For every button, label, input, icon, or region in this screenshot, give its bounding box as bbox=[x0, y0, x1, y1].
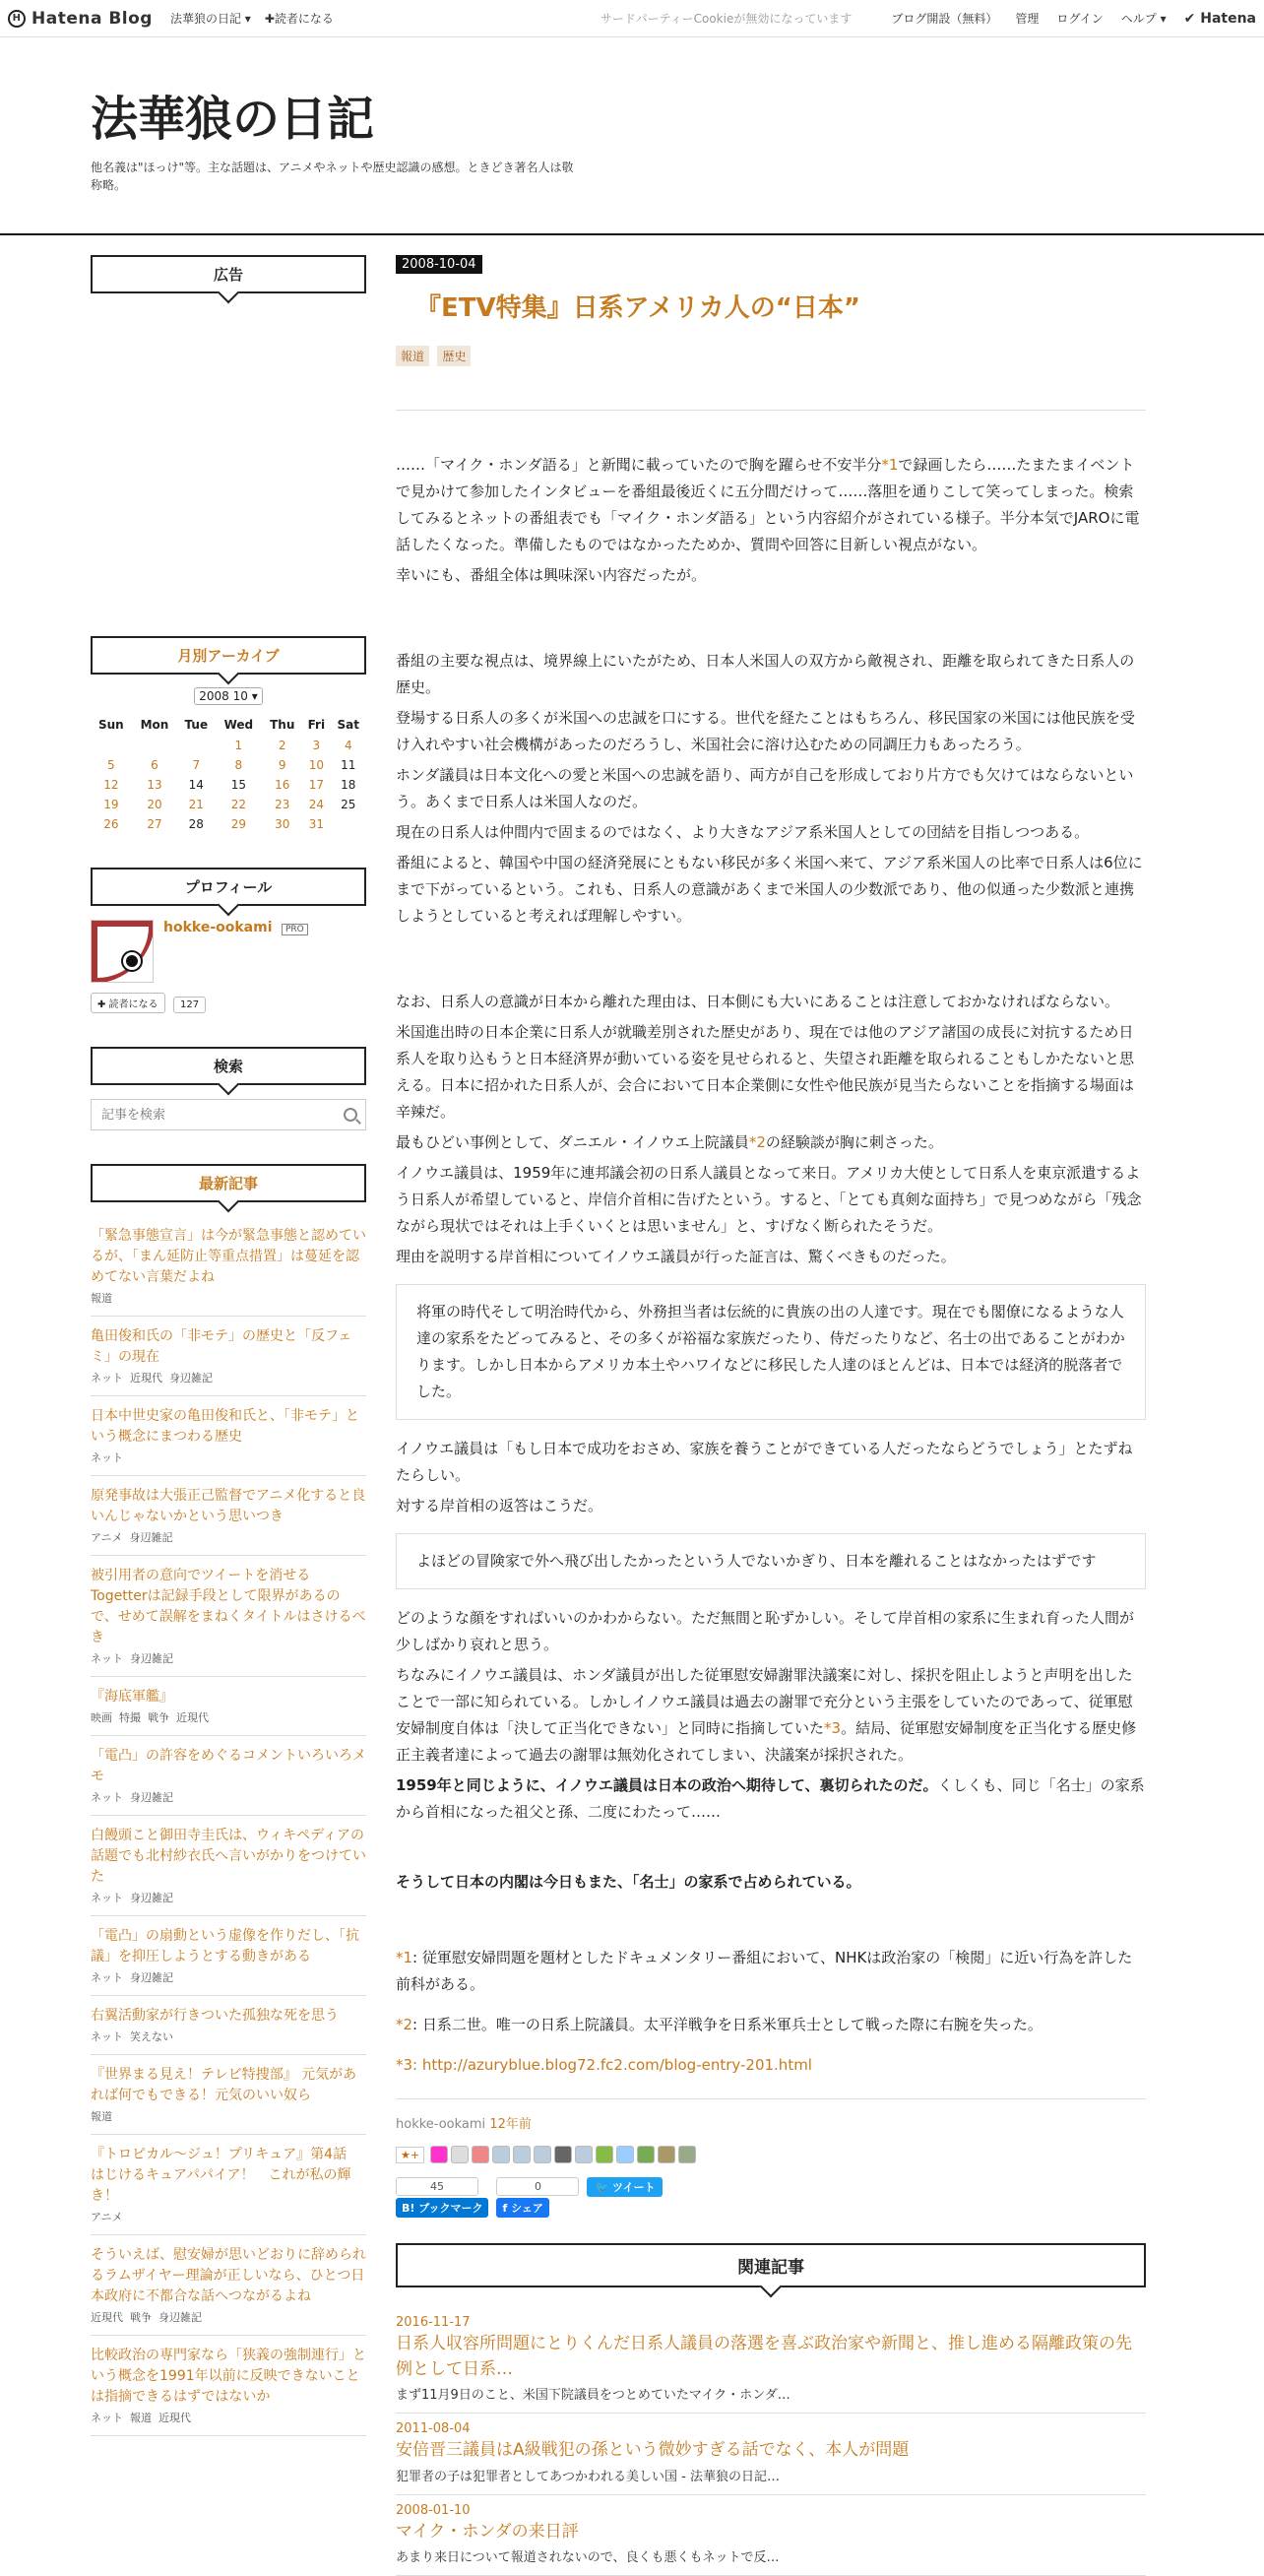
hatena-mark-icon: ✔ bbox=[1184, 11, 1196, 27]
search-title: 検索 bbox=[91, 1047, 366, 1085]
calendar-day: 18 bbox=[331, 775, 366, 795]
paragraph: 幸いにも、番組全体は興味深い内容だったが。 bbox=[396, 562, 1146, 589]
recent-entry-category[interactable]: 報道 bbox=[91, 1292, 112, 1305]
recent-entry bbox=[91, 1677, 366, 1736]
recent-entry-category[interactable]: 近現代 bbox=[130, 1372, 162, 1385]
paragraph: なお、日系人の意識が日本から離れた理由は、日本側にも大いにあることは注意しておかなければならない。 bbox=[396, 989, 1146, 1015]
star-user-icon[interactable] bbox=[472, 2146, 489, 2163]
star-user-icon[interactable] bbox=[596, 2146, 613, 2163]
recent-title: 最新記事 bbox=[91, 1164, 366, 1202]
calendar-day[interactable]: 31 bbox=[302, 814, 330, 834]
calendar-day[interactable]: 10 bbox=[302, 755, 330, 775]
recent-entry-category[interactable]: アニメ bbox=[91, 1531, 122, 1544]
recent-entry-category[interactable]: ネット bbox=[91, 1451, 123, 1464]
blog-title[interactable]: 法華狼の日記 bbox=[91, 81, 1173, 149]
calendar-weekday: Sun bbox=[91, 714, 132, 736]
calendar-day[interactable]: 7 bbox=[177, 755, 215, 775]
paragraph: 最もひどい事例として、ダニエル・イノウエ上院議員*2の経験談が胸に刺さった。 bbox=[396, 1129, 1146, 1156]
recent-entry bbox=[91, 2235, 366, 2336]
footnote: *2: 日系二世。唯一の日系上院議員。太平洋戦争を日系米軍兵士として戦った際に右腕を失った。 bbox=[396, 2012, 1146, 2038]
entry-date[interactable]: 2008-10-04 bbox=[396, 255, 482, 274]
calendar-day[interactable]: 12 bbox=[91, 775, 132, 795]
calendar-day bbox=[331, 814, 366, 834]
cookie-notice[interactable]: サードパーティーCookieが無効になっています bbox=[600, 10, 853, 27]
related-entry-title[interactable]: 日系人収容所問題にとりくんだ日系人議員の落選を喜ぶ政治家や新聞と、推し進める隔離政策の先例として日系… bbox=[396, 2332, 1146, 2382]
ad-space bbox=[91, 307, 366, 603]
recent-entry bbox=[91, 1916, 366, 1996]
profile-module bbox=[91, 868, 366, 1013]
bookmark-button[interactable]: B! ブックマーク bbox=[396, 2198, 488, 2218]
calendar-day[interactable]: 8 bbox=[215, 755, 262, 775]
related-entry-date[interactable]: 2016-11-17 bbox=[396, 2315, 1146, 2330]
footnote-ref[interactable]: *2 bbox=[749, 1133, 766, 1151]
recent-entry-category[interactable]: 身辺雑記 bbox=[130, 1652, 173, 1665]
recent-entry bbox=[91, 1996, 366, 2055]
facebook-share-button[interactable]: f シェア bbox=[496, 2198, 548, 2218]
recent-entry-title[interactable]: 原発事故は大張正己監督でアニメ化すると良いんじゃないかという思いつき bbox=[91, 1486, 366, 1527]
related-entry-title[interactable]: 安倍晋三議員はA級戦犯の孫という微妙すぎる話でなく、本人が問題 bbox=[396, 2438, 1146, 2464]
calendar-day[interactable]: 17 bbox=[302, 775, 330, 795]
calendar-day[interactable]: 5 bbox=[91, 755, 132, 775]
calendar-day[interactable]: 16 bbox=[262, 775, 302, 795]
calendar-day[interactable]: 24 bbox=[302, 795, 330, 814]
star-user-icon[interactable] bbox=[616, 2146, 634, 2163]
calendar-day: 28 bbox=[177, 814, 215, 834]
recent-entry-category[interactable]: ネット bbox=[91, 1971, 123, 1984]
recent-entry-category[interactable]: 身辺雑記 bbox=[130, 1892, 173, 1904]
blockquote: 将軍の時代そして明治時代から、外務担当者は伝統的に貴族の出の人達です。現在でも閣僚になるような人達の家系をたどってみると、その多くが裕福な家族だったり、侍だったりなど、名士の出であることがわかります。しかし日本からアメリカ本土やハワイなどに移民した人達のほとんどは、日本では経済的脱落者でした。 bbox=[396, 1284, 1146, 1420]
related-entry-date[interactable]: 2008-01-10 bbox=[396, 2503, 1146, 2518]
recent-entry-category[interactable]: 特撮 bbox=[119, 1711, 141, 1724]
author-name[interactable]: hokke-ookami bbox=[396, 2117, 485, 2132]
related-entry bbox=[396, 2414, 1146, 2495]
footnote: *3: http://azuryblue.blog72.fc2.com/blog-entry-201.html bbox=[396, 2052, 1146, 2079]
calendar-day[interactable]: 27 bbox=[132, 814, 178, 834]
recent-entry-title[interactable]: 「電凸」の扇動という虚像を作りだし、「抗議」を抑圧しようとする動きがある bbox=[91, 1926, 366, 1967]
share-count: 0 bbox=[496, 2177, 579, 2196]
paragraph: 番組の主要な視点は、境界線上にいたがため、日本人米国人の双方から敵視され、距離を取られてきた日系人の歴史。 bbox=[396, 648, 1146, 701]
calendar-day[interactable]: 22 bbox=[215, 795, 262, 814]
calendar-day: 15 bbox=[215, 775, 262, 795]
calendar-day[interactable]: 13 bbox=[132, 775, 178, 795]
help-link[interactable]: ヘルプ ▾ bbox=[1121, 10, 1167, 27]
calendar bbox=[91, 714, 366, 834]
recent-entry-title[interactable]: 「電凸」の許容をめぐるコメントいろいろメモ bbox=[91, 1746, 366, 1787]
related-entry-date[interactable]: 2011-08-04 bbox=[396, 2421, 1146, 2436]
calendar-weekday: Wed bbox=[215, 714, 262, 736]
paragraph: 理由を説明する岸首相についてイノウエ議員が行った証言は、驚くべきものだった。 bbox=[396, 1244, 1146, 1270]
paragraph: 現在の日系人は仲間内で固まるのではなく、より大きなアジア系米国人としての団結を目指しつつある。 bbox=[396, 819, 1146, 846]
calendar-day[interactable]: 23 bbox=[262, 795, 302, 814]
related-entry-excerpt: 犯罪者の子は犯罪者としてあつかわれる美しい国 - 法華狼の日記… bbox=[396, 2466, 1146, 2484]
recent-entry-category[interactable]: 近現代 bbox=[91, 2311, 123, 2324]
calendar-day[interactable]: 6 bbox=[132, 755, 178, 775]
recent-entry-title[interactable]: 白饅頭こと御田寺圭氏は、ウィキペディアの話題でも北村紗衣氏へ言いがかりをつけていた bbox=[91, 1826, 366, 1888]
hatena-link[interactable]: ✔ Hatena bbox=[1184, 11, 1256, 27]
related-entry bbox=[396, 2495, 1146, 2576]
recent-entry-category[interactable]: ネット bbox=[91, 1892, 123, 1904]
paragraph: ……「マイク・ホンダ語る」と新聞に載っていたので胸を躍らせ不安半分*1で録画したら……たまたまイベントで見かけて参加したインタビューを番組最後近くに五分間だけって……落胆を通りこして笑ってしまった。検索してみるとネットの番組表でも「マイク・ホンダ語る」という内容紹介がされている様子。半分本気でJAROに電話したくなった。準備したものではなかったためか、質問や回答に目新しい視点がない。 bbox=[396, 452, 1146, 558]
calendar-day[interactable]: 1 bbox=[215, 736, 262, 755]
related-title: 関連記事 bbox=[396, 2243, 1146, 2287]
recent-entry-category[interactable]: ネット bbox=[91, 1791, 123, 1804]
recent-entry-category[interactable]: 近現代 bbox=[176, 1711, 209, 1724]
recent-entry-title[interactable]: 『海底軍艦』 bbox=[91, 1687, 366, 1707]
subscribe-link[interactable]: ✚読者になる bbox=[265, 10, 334, 27]
bookmark-count[interactable]: 45 bbox=[396, 2177, 478, 2196]
related-entry-excerpt: あまり来日について報道されないので、良くも悪くもネットで反… bbox=[396, 2546, 1146, 2565]
recent-entry-title[interactable]: 「緊急事態宣言」は今が緊急事態と認めているが、「まん延防止等重点措置」は蔓延を認めてない言葉だよね bbox=[91, 1226, 366, 1288]
star-user-icon[interactable] bbox=[451, 2146, 469, 2163]
profile-name[interactable]: hokke-ookami bbox=[163, 920, 273, 935]
footnote-ref[interactable]: *3 bbox=[824, 1719, 841, 1737]
calendar-day: 11 bbox=[331, 755, 366, 775]
admin-link[interactable]: 管理 bbox=[1015, 10, 1039, 27]
calendar-weekday: Thu bbox=[262, 714, 302, 736]
recent-entry-category[interactable]: 戦争 bbox=[148, 1711, 169, 1724]
footnote: *1: 従軍慰安婦問題を題材としたドキュメンタリー番組において、NHKは政治家の「検閲」に近い行為を許した前科がある。 bbox=[396, 1945, 1146, 1998]
tag-history[interactable]: 歴史 bbox=[437, 346, 471, 366]
entry-body bbox=[396, 452, 1146, 2079]
recent-entry-category[interactable]: 報道 bbox=[130, 2412, 152, 2424]
recent-entry-category[interactable]: 笑えない bbox=[130, 2030, 173, 2043]
calendar-day[interactable]: 19 bbox=[91, 795, 132, 814]
calendar-day: 25 bbox=[331, 795, 366, 814]
recent-entry bbox=[91, 1736, 366, 1816]
related-entry bbox=[396, 2307, 1146, 2414]
recent-entry bbox=[91, 2336, 366, 2436]
blog-menu-link[interactable]: 法華狼の日記 ▾ bbox=[170, 10, 251, 27]
recent-entry-title[interactable]: 比較政治の専門家なら「狭義の強制連行」という概念を1991年以前に反映できないことは指摘できるはずではないか bbox=[91, 2346, 366, 2408]
paragraph: 対する岸首相の返答はこうだ。 bbox=[396, 1493, 1146, 1519]
star-row bbox=[396, 2146, 1146, 2163]
archive-month-select[interactable]: 2008 10 ▾ bbox=[194, 687, 262, 705]
footnotes bbox=[396, 1945, 1146, 2079]
footnote-ref[interactable]: *1 bbox=[881, 456, 898, 474]
calendar-day[interactable]: 26 bbox=[91, 814, 132, 834]
recent-entry-category[interactable]: アニメ bbox=[91, 2211, 122, 2223]
blog-header bbox=[0, 37, 1264, 235]
paragraph: イノウエ議員は「もし日本で成功をおさめ、家族を養うことができている人だったならどうでしょう」とたずねたらしい。 bbox=[396, 1436, 1146, 1489]
recent-entry-title[interactable]: 右翼活動家が行きついた孤独な死を思う bbox=[91, 2006, 366, 2027]
calendar-day bbox=[132, 736, 178, 755]
calendar-day[interactable]: 3 bbox=[302, 736, 330, 755]
search-input[interactable] bbox=[99, 1107, 344, 1124]
entry-age[interactable]: 12年前 bbox=[489, 2117, 532, 2132]
top-navbar bbox=[0, 0, 1264, 37]
recent-entry-category[interactable]: 近現代 bbox=[158, 2412, 191, 2424]
paragraph: 番組によると、韓国や中国の経済発展にともない移民が多く米国へ来て、アジア系米国人の比率で日系人は6位にまで下がっているという。これも、日系人の意識があくまで米国人の少数派であり、他の似通った少数派と連携しようとしていると考えれば理解しやすい。 bbox=[396, 850, 1146, 930]
tag-news[interactable]: 報道 bbox=[396, 346, 429, 366]
paragraph: そうして日本の内閣は今日もまた、「名士」の家系で占められている。 bbox=[396, 1869, 1146, 1896]
twitter-icon: 🐦 bbox=[595, 2181, 608, 2194]
star-user-icon[interactable] bbox=[534, 2146, 551, 2163]
entry-footer bbox=[396, 2098, 1146, 2576]
star-user-icon[interactable] bbox=[492, 2146, 510, 2163]
recent-entry-category[interactable]: 映画 bbox=[91, 1711, 112, 1724]
calendar-day bbox=[91, 736, 132, 755]
create-blog-link[interactable]: ブログ開設（無料） bbox=[891, 10, 997, 27]
pro-badge[interactable]: PRO bbox=[282, 924, 308, 935]
paragraph: ちなみにイノウエ議員は、ホンダ議員が出した従軍慰安婦謝罪決議案に対し、採択を阻止しようと声明を出したことで一部に知られている。しかしイノウエ議員は過去の謝罪で充分という主張をしていたのであって、従軍慰安婦制度自体は「決して正当化できない」と同時に指摘していた*3。結局、従軍慰安婦制度を正当化する歴史修正主義者達によって過去の謝罪は無効化されてしまい、決議案が採択された。 bbox=[396, 1662, 1146, 1769]
calendar-day[interactable]: 21 bbox=[177, 795, 215, 814]
paragraph: どのような顔をすればいいのかわからない。ただ無間と恥ずかしい。そして岸首相の家系に生まれ育った人間が少しばかり哀れと思う。 bbox=[396, 1605, 1146, 1658]
recent-entry bbox=[91, 1476, 366, 1556]
calendar-weekday: Sat bbox=[331, 714, 366, 736]
recent-entry-title[interactable]: 『トロピカル～ジュ！プリキュア』第4話 はじけるキュアパパイア！ これが私の輝き！ bbox=[91, 2145, 366, 2207]
calendar-weekday: Fri bbox=[302, 714, 330, 736]
search-icon[interactable] bbox=[344, 1108, 357, 1122]
recent-entry-category[interactable]: 身辺雑記 bbox=[130, 1971, 173, 1984]
recent-entry bbox=[91, 1816, 366, 1916]
recent-entry bbox=[91, 1556, 366, 1677]
calendar-day bbox=[177, 736, 215, 755]
star-user-icon[interactable] bbox=[554, 2146, 572, 2163]
star-user-icon[interactable] bbox=[658, 2146, 675, 2163]
recent-entry-title[interactable]: 被引用者の意向でツイートを消せるTogetterは記録手段として限界があるので、せめて誤解をまねくタイトルはさけるべき bbox=[91, 1566, 366, 1648]
star-user-icon[interactable] bbox=[637, 2146, 655, 2163]
paragraph: イノウエ議員は、1959年に連邦議会初の日系人議員となって来日。アメリカ大使として日系人を東京派遣するよう日系人が希望していると、岸信介首相に告げたという。すると、「とても真剣な面持ち」で見つめながら「残念ながら現状ではそれは上手くいくとは思いません」と、すげなく断られたそうだ。 bbox=[396, 1160, 1146, 1240]
recent-entry-category[interactable]: 身辺雑記 bbox=[129, 1531, 172, 1544]
calendar-weekday: Mon bbox=[132, 714, 178, 736]
ad-module bbox=[91, 255, 366, 603]
recent-entry-category[interactable]: 報道 bbox=[91, 2110, 112, 2123]
recent-entry bbox=[91, 2135, 366, 2235]
related-entry-excerpt: まず11月9日のこと、米国下院議員をつとめていたマイク・ホンダ… bbox=[396, 2384, 1146, 2403]
calendar-day[interactable]: 30 bbox=[262, 814, 302, 834]
recent-entry-category[interactable]: ネット bbox=[91, 1372, 123, 1385]
recent-entry-title[interactable]: そういえば、慰安婦が思いどおりに辞められるラムザイヤー理論が正しいなら、ひとつ日本政府に不都合な話へつながるよね bbox=[91, 2245, 366, 2307]
star-user-icon[interactable] bbox=[430, 2146, 448, 2163]
star-user-icon[interactable] bbox=[575, 2146, 593, 2163]
paragraph: 1959年と同じように、イノウエ議員は日本の政治へ期待して、裏切られたのだ。くしくも、同じ「名士」の家系から首相になった祖父と孫、二度にわたって…… bbox=[396, 1772, 1146, 1826]
blog-description: 他名義は"ほっけ"等。主な話題は、アニメやネットや歴史認識の感想。ときどき著名人は敬称略。 bbox=[91, 159, 583, 194]
recent-entry bbox=[91, 1317, 366, 1396]
entry-title[interactable]: 『ETV特集』日系アメリカ人の“日本” bbox=[396, 288, 1146, 324]
recent-entry-category[interactable]: 身辺雑記 bbox=[169, 1372, 213, 1385]
recent-entry-category[interactable]: ネット bbox=[91, 2412, 123, 2424]
calendar-weekday: Tue bbox=[177, 714, 215, 736]
calendar-day[interactable]: 4 bbox=[331, 736, 366, 755]
paragraph: 登場する日系人の多くが米国への忠誠を口にする。世代を経たことはもちろん、移民国家の米国には他民族を受け入れやすい社会機構があったのだろうし、米国社会に溶け込むための同調圧力もあったろう。 bbox=[396, 705, 1146, 758]
recent-entry-title[interactable]: 亀田俊和氏の「非モテ」の歴史と「反フェミ」の現在 bbox=[91, 1326, 366, 1368]
calendar-day[interactable]: 29 bbox=[215, 814, 262, 834]
recent-entry bbox=[91, 1216, 366, 1317]
recent-entry-category[interactable]: ネット bbox=[91, 2030, 123, 2043]
paragraph: ホンダ議員は日本文化への愛と米国への忠誠を語り、両方が自己を形成しており片方でも欠けてはならないという。あくまで日系人は米国人なのだ。 bbox=[396, 762, 1146, 815]
login-link[interactable]: ログイン bbox=[1056, 10, 1103, 27]
blockquote: よほどの冒険家で外へ飛び出したかったという人でないかぎり、日本を離れることはなかったはずです bbox=[396, 1533, 1146, 1589]
calendar-day[interactable]: 20 bbox=[132, 795, 178, 814]
archive-module bbox=[91, 636, 366, 834]
star-user-icon[interactable] bbox=[678, 2146, 696, 2163]
recent-entry-category[interactable]: 身辺雑記 bbox=[130, 1791, 173, 1804]
ad-title: 広告 bbox=[91, 255, 366, 293]
tweet-button[interactable]: 🐦 ツイート bbox=[587, 2177, 663, 2197]
profile-title: プロフィール bbox=[91, 868, 366, 906]
main-content bbox=[396, 255, 1146, 2576]
recent-module bbox=[91, 1164, 366, 2436]
hatena-blog-logo[interactable]: H Hatena Blog bbox=[8, 9, 153, 29]
paragraph: 米国進出時の日本企業に日系人が就職差別された歴史があり、現在では他のアジア諸国の成長に対抗するため日系人を取り込もうと日本経済界が動いている姿を見せられると、失望され距離を取られることもしかたないと思える。日本に招かれた日系人が、会合において日本企業側に女性や他民族が見当たらないことを指摘する場面は辛辣だ。 bbox=[396, 1019, 1146, 1126]
subscribe-button[interactable]: ✚ 読者になる bbox=[91, 993, 165, 1013]
hatena-logo-icon: H bbox=[8, 10, 26, 28]
reader-count[interactable]: 127 bbox=[173, 997, 206, 1013]
avatar[interactable] bbox=[91, 920, 154, 983]
calendar-day[interactable]: 9 bbox=[262, 755, 302, 775]
recent-entry-title[interactable]: 日本中世史家の亀田俊和氏と、「非モテ」という概念にまつわる歴史 bbox=[91, 1406, 366, 1448]
archive-title[interactable]: 月別アーカイブ bbox=[91, 636, 366, 675]
calendar-day[interactable]: 2 bbox=[262, 736, 302, 755]
star-user-icon[interactable] bbox=[513, 2146, 531, 2163]
sidebar bbox=[91, 255, 366, 2576]
recent-entry bbox=[91, 2055, 366, 2135]
recent-entry-category[interactable]: 身辺雑記 bbox=[158, 2311, 202, 2324]
recent-entry bbox=[91, 1396, 366, 1476]
add-star-button[interactable]: ★+ bbox=[396, 2147, 424, 2163]
recent-entry-category[interactable]: 戦争 bbox=[130, 2311, 152, 2324]
related-entry-title[interactable]: マイク・ホンダの来日評 bbox=[396, 2520, 1146, 2545]
recent-entry-title[interactable]: 『世界まる見え！テレビ特捜部』 元気があれば何でもできる！元気のいい奴ら bbox=[91, 2065, 366, 2106]
recent-entry-category[interactable]: ネット bbox=[91, 1652, 123, 1665]
search-module bbox=[91, 1047, 366, 1130]
calendar-day: 14 bbox=[177, 775, 215, 795]
